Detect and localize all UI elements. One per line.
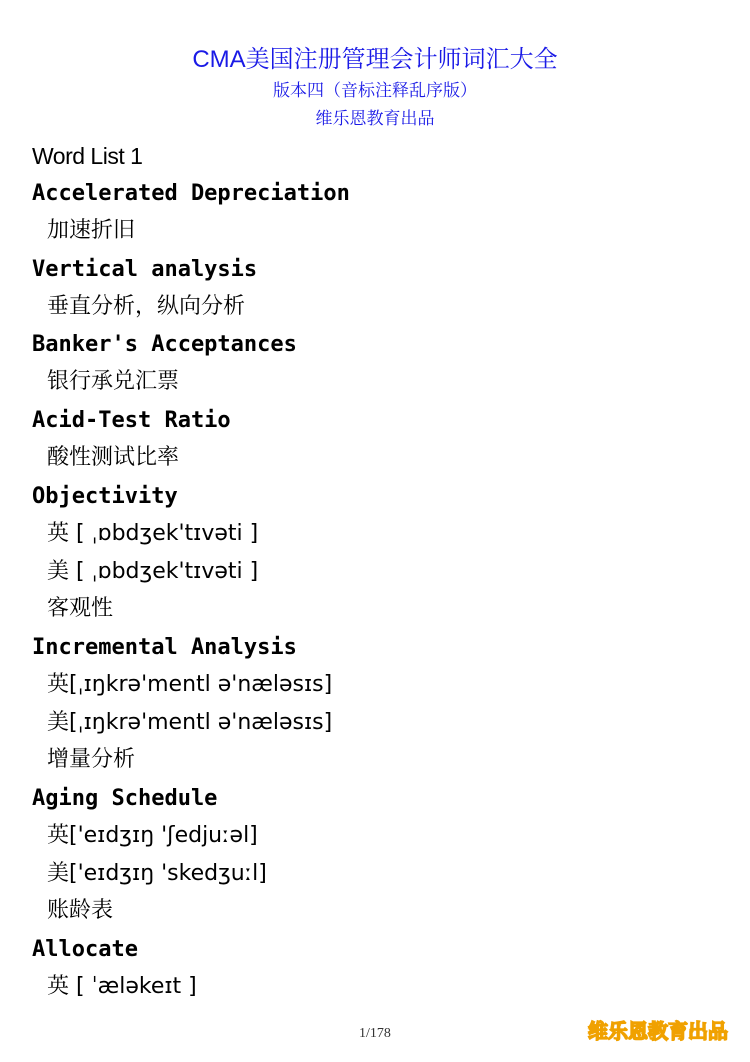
vocab-translation: 账龄表 [47,898,114,923]
vocab-phonetic-uk: 英['eɪdʒɪŋ 'ʃedjuːəl] [47,823,258,848]
publisher-watermark: 维乐恩教育出品 [588,1019,728,1043]
vocab-term: Aging Schedule [32,786,218,811]
vocab-term: Allocate [32,937,138,962]
vocab-translation: 垂直分析，纵向分析 [47,294,246,319]
vocab-phonetic-us: 美['eɪdʒɪŋ 'skedʒuːl] [47,861,267,886]
vocab-translation: 加速折旧 [47,218,136,243]
vocab-translation: 酸性测试比率 [47,445,180,470]
vocab-term: Objectivity [32,484,178,509]
vocab-phonetic-uk: 英 [ ˈæləkeɪt ] [47,974,197,999]
vocab-translation: 银行承兑汇票 [47,369,180,394]
vocab-translation: 增量分析 [47,747,136,772]
vocab-term: Banker's Acceptances [32,332,297,357]
vocab-term: Vertical analysis [32,257,258,282]
vocab-term: Acid-Test Ratio [32,408,231,433]
document-publisher: 维乐恩教育出品 [315,109,435,129]
vocab-phonetic-uk: 英[ˌɪŋkrə'mentl ə'næləsɪs] [47,672,333,697]
page-number: 1/178 [359,1026,391,1041]
vocab-phonetic-us: 美[ˌɪŋkrə'mentl ə'næləsɪs] [47,710,333,735]
vocab-translation: 客观性 [47,596,114,621]
vocab-term: Incremental Analysis [32,635,297,660]
vocab-phonetic-uk: 英 [ ˌɒbdʒek'tɪvəti ] [47,521,259,546]
document-title: CMA美国注册管理会计师词汇大全 [192,46,558,73]
vocab-phonetic-us: 美 [ ˌɒbdʒek'tɪvəti ] [47,559,259,584]
vocab-term: Accelerated Depreciation [32,181,350,206]
word-list-heading: Word List 1 [32,143,143,169]
document-subtitle: 版本四（音标注释乱序版） [273,81,477,101]
